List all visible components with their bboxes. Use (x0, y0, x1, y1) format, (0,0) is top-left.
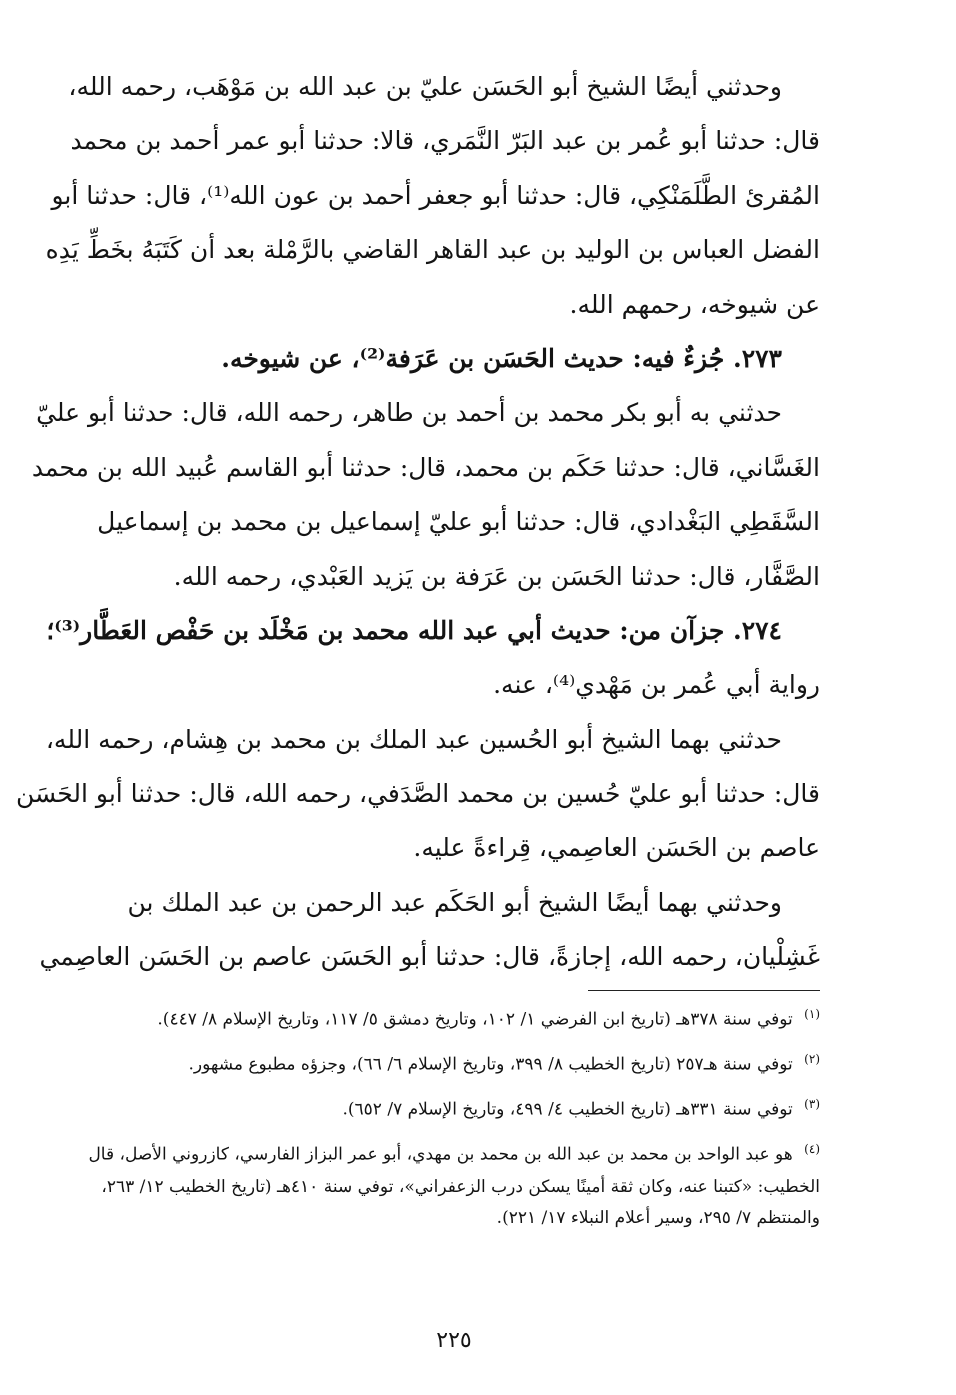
text-line: غَشِلْيان، رحمه الله، إجازةً، قال: حدثنا أبو الحَسَن عاصم بن الحَسَن العاصِمي (39, 942, 820, 972)
text-line: حدثني به أبو بكر محمد بن أحمد بن طاهر، رحمه الله، قال: حدثنا أبو عليّ (36, 398, 782, 428)
footnote-text: توفي سنة ٣٣١هـ (تاريخ الخطيب ٤/ ٤٩٩، وتاريخ الإسلام ٧/ ٦٥٢). (342, 1099, 793, 1120)
footnote-text: هو عبد الواحد بن محمد بن عبد الله بن محمد بن مهدي، أبو عمر البزاز الفارسي، كازروني الأصل، قال الخطيب: «كتبنا عنه، وكان ثقة أمينًا يسكن درب الزعفراني»، توفي سنة ٤١٠هـ (تاريخ الخطيب ١٢/ ٢٦٣، والمنتظم ٧/ ٢٩٥، وسير أعلام النبلاء ١٧/ ٢٢١). (88, 1145, 820, 1229)
book-page (15, 60, 820, 1370)
entry-heading-273: ٢٧٣. جُزءٌ فيه: حديث الحَسَن بن عَرَفة⁽²⁾، عن شيوخه. (221, 343, 782, 373)
footnote-4 (88, 1134, 820, 1234)
footnote-3 (88, 1089, 820, 1126)
text-line: السَّقَطِي البَغْدادي، قال: حدثنا أبو عليّ إسماعيل بن محمد بن إسماعيل (97, 507, 820, 537)
footnotes-section (88, 990, 820, 1243)
footnote-list (88, 999, 820, 1235)
main-text (15, 60, 820, 985)
text-line: المُقرئ الطَّلَمَنْكِي، قال: حدثنا أبو جعفر أحمد بن عون الله⁽¹⁾، قال: حدثنا أبو (51, 180, 820, 210)
text-line: الفضل العباس بن الوليد بن عبد القاهر القاضي بالرَّمْلة بعد أن كَتَبَهُ بخَطِّ يَدِه (45, 235, 820, 265)
text-line: حدثني بهما الشيخ أبو الحُسين عبد الملك بن محمد بن هِشام، رحمه الله، (45, 724, 782, 754)
text-line: وحدثني أيضًا الشيخ أبو الحَسَن عليّ بن عبد الله بن مَوْهَب، رحمه الله، (68, 72, 782, 101)
text-line: وحدثني بهما أيضًا الشيخ أبو الحَكَم عبد الرحمن بن عبد الملك بن (127, 887, 782, 917)
footnote-number: (١) (804, 1007, 820, 1021)
text-line: رواية أبي عُمر بن مَهْدي⁽⁴⁾، عنه. (493, 670, 820, 700)
footnote-text: توفي سنة هـ٢٥٧ (تاريخ الخطيب ٨/ ٣٩٩، وتاريخ الإسلام ٦/ ٦٦)، وجزؤه مطبوع مشهور. (188, 1054, 793, 1075)
footnote-number: (٤) (804, 1142, 820, 1157)
text-line: قال: حدثنا أبو عُمر بن عبد البَرّ النَّمَري، قالا: حدثنا أبو عمر أحمد بن محمد (70, 126, 820, 156)
footnote-text: توفي سنة ٣٧٨هـ (تاريخ ابن الفرضي ١/ ١٠٢، وتاريخ دمشق ٥/ ١١٧، وتاريخ الإسلام ٨/ ٤٤٧). (157, 1009, 793, 1030)
footnote-1 (88, 999, 820, 1036)
footnote-number: (٢) (804, 1052, 820, 1067)
footnote-2 (88, 1044, 820, 1081)
text-line: عن شيوخه، رحمهم الله. (569, 289, 820, 319)
text-line: الغَسَّاني، قال: حدثنا حَكَم بن محمد، قال: حدثنا أبو القاسم عُبيد الله بن محمد (31, 452, 820, 482)
footnote-divider (588, 990, 820, 991)
text-line: عاصم بن الحَسَن العاصِمي، قِراءةً عليه. (413, 833, 820, 863)
page-number: ٢٢٥ (436, 1328, 472, 1353)
footnote-number: (٣) (804, 1097, 820, 1112)
text-line: الصَّفَّار، قال: حدثنا الحَسَن بن عَرَفة بن يَزيد العَبْدي، رحمه الله. (173, 561, 820, 591)
text-line: قال: حدثنا أبو عليّ حُسين بن محمد الصَّدَفي، رحمه الله، قال: حدثنا أبو الحَسَن (15, 779, 820, 809)
entry-heading-274: ٢٧٤. جزآن من: حديث أبي عبد الله محمد بن مَخْلَد بن حَفْص العَطَّار⁽³⁾؛ (46, 615, 782, 645)
